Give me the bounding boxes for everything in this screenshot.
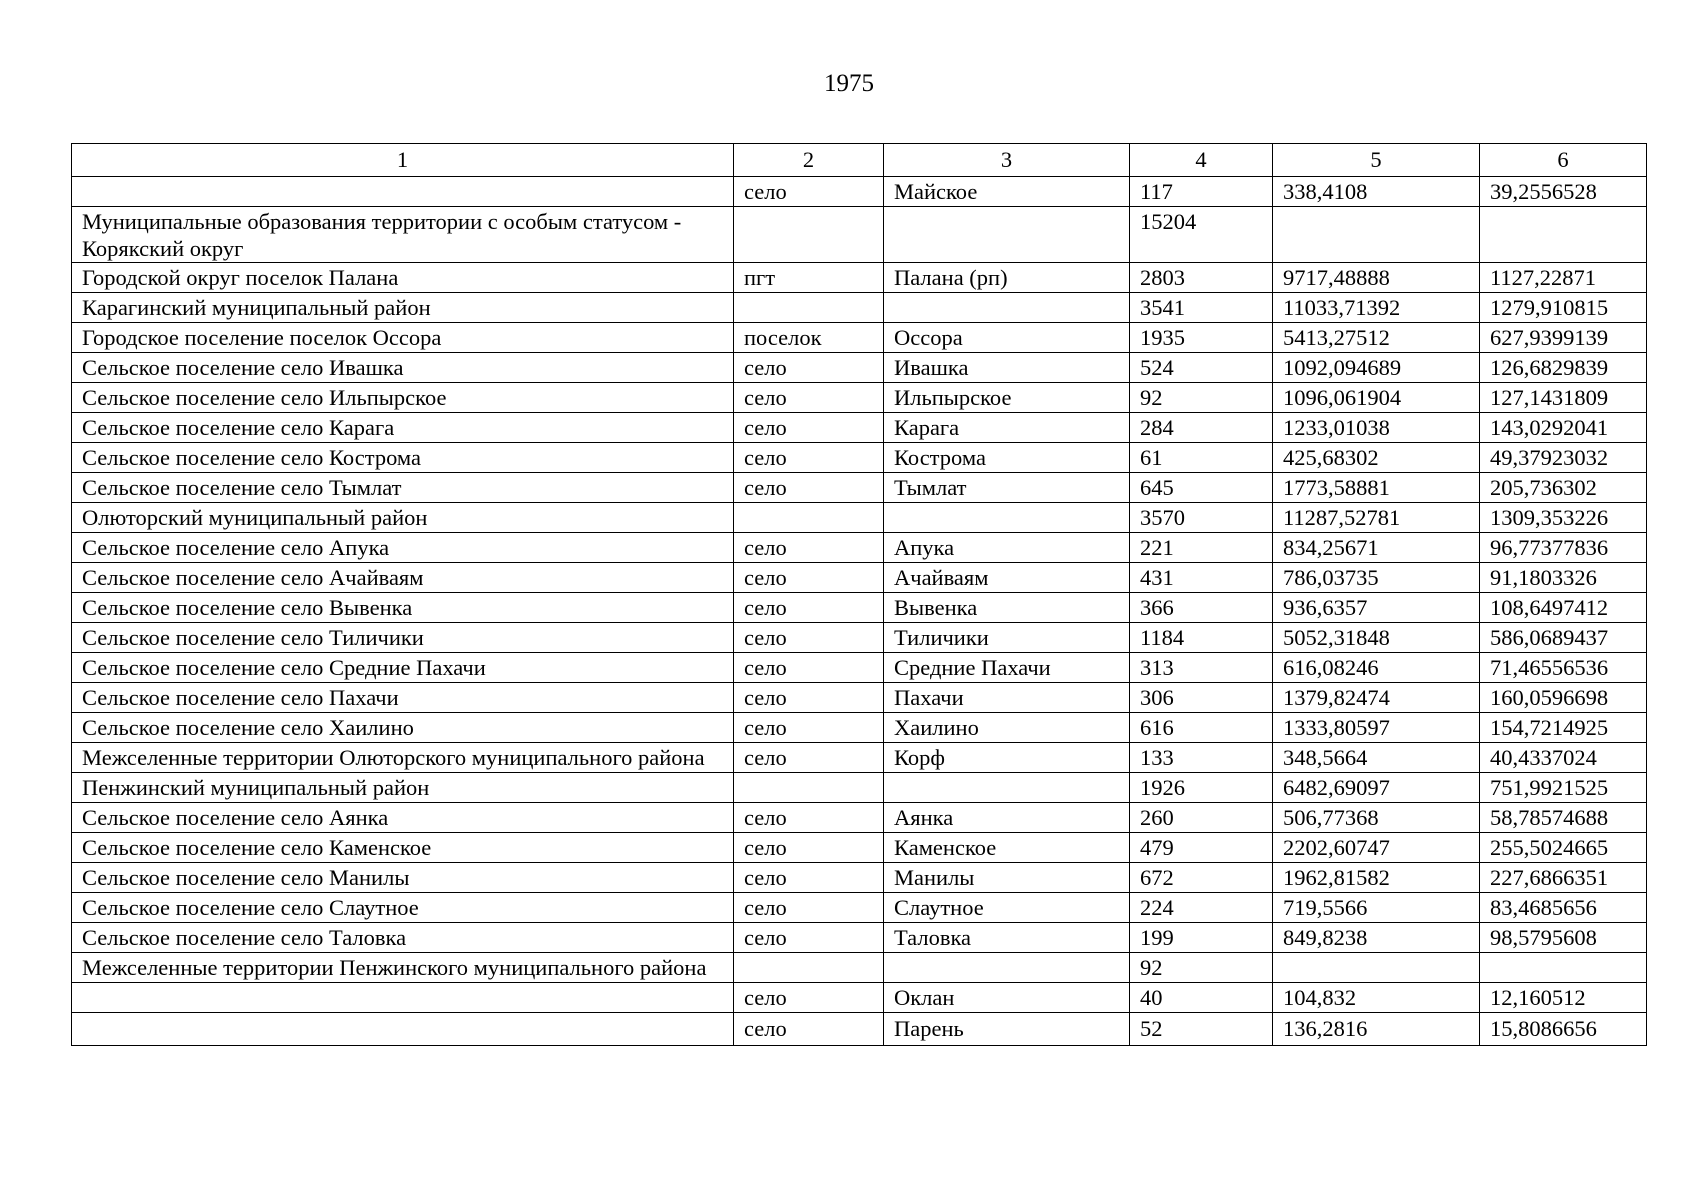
value-col5-cell: 1962,81582 <box>1273 863 1480 893</box>
settlement-name-cell: Майское <box>884 177 1130 207</box>
territory-name-cell <box>72 177 734 207</box>
table-row <box>72 773 1647 803</box>
settlement-name-cell: Манилы <box>884 863 1130 893</box>
settlement-type-cell <box>734 293 884 323</box>
territory-name-cell: Сельское поселение село Хаилино <box>72 713 734 743</box>
column-header: 3 <box>884 144 1130 177</box>
value-col6-cell: 98,5795608 <box>1480 923 1647 953</box>
value-col6-cell: 49,37923032 <box>1480 443 1647 473</box>
value-col6-cell: 40,4337024 <box>1480 743 1647 773</box>
settlement-type-cell: село <box>734 623 884 653</box>
territory-name-cell: Городское поселение поселок Оссора <box>72 323 734 353</box>
value-col4-cell: 1935 <box>1130 323 1273 353</box>
value-col5-cell: 834,25671 <box>1273 533 1480 563</box>
territory-name-cell: Сельское поселение село Слаутное <box>72 893 734 923</box>
table-row <box>72 293 1647 323</box>
territory-name-cell <box>72 1013 734 1046</box>
territory-name-cell: Сельское поселение село Манилы <box>72 863 734 893</box>
settlement-type-cell <box>734 953 884 983</box>
value-col5-cell: 5413,27512 <box>1273 323 1480 353</box>
table-row <box>72 623 1647 653</box>
value-col6-cell: 586,0689437 <box>1480 623 1647 653</box>
settlement-type-cell: село <box>734 593 884 623</box>
table-row <box>72 443 1647 473</box>
settlement-type-cell: село <box>734 563 884 593</box>
settlement-type-cell: село <box>734 533 884 563</box>
value-col6-cell: 91,1803326 <box>1480 563 1647 593</box>
column-header: 6 <box>1480 144 1647 177</box>
territory-name-cell: Олюторский муниципальный район <box>72 503 734 533</box>
territory-name-cell: Сельское поселение село Кострома <box>72 443 734 473</box>
value-col6-cell: 205,736302 <box>1480 473 1647 503</box>
table-row <box>72 533 1647 563</box>
settlement-type-cell: село <box>734 177 884 207</box>
value-col4-cell: 616 <box>1130 713 1273 743</box>
settlement-name-cell <box>884 953 1130 983</box>
table-row <box>72 713 1647 743</box>
value-col6-cell: 39,2556528 <box>1480 177 1647 207</box>
value-col4-cell: 224 <box>1130 893 1273 923</box>
territory-name-cell: Сельское поселение село Тиличики <box>72 623 734 653</box>
settlement-name-cell: Корф <box>884 743 1130 773</box>
settlement-type-cell <box>734 773 884 803</box>
value-col4-cell: 3570 <box>1130 503 1273 533</box>
settlement-name-cell: Палана (рп) <box>884 263 1130 293</box>
settlement-name-cell: Оклан <box>884 983 1130 1013</box>
settlement-type-cell: село <box>734 443 884 473</box>
value-col5-cell <box>1273 953 1480 983</box>
settlement-name-cell: Каменское <box>884 833 1130 863</box>
settlement-type-cell: село <box>734 473 884 503</box>
value-col5-cell: 1773,58881 <box>1273 473 1480 503</box>
territory-name-cell: Сельское поселение село Каменское <box>72 833 734 863</box>
table-row <box>72 863 1647 893</box>
table-header-row <box>72 144 1647 177</box>
value-col4-cell: 284 <box>1130 413 1273 443</box>
value-col4-cell: 366 <box>1130 593 1273 623</box>
settlement-type-cell: село <box>734 713 884 743</box>
table-row <box>72 353 1647 383</box>
settlement-name-cell: Парень <box>884 1013 1130 1046</box>
settlement-name-cell: Средние Пахачи <box>884 653 1130 683</box>
table-row <box>72 503 1647 533</box>
settlement-type-cell: село <box>734 803 884 833</box>
settlement-type-cell: село <box>734 413 884 443</box>
value-col4-cell: 431 <box>1130 563 1273 593</box>
value-col5-cell: 136,2816 <box>1273 1013 1480 1046</box>
table-row <box>72 263 1647 293</box>
territory-name-cell: Сельское поселение село Карага <box>72 413 734 443</box>
territory-name-cell: Сельское поселение село Ачайваям <box>72 563 734 593</box>
column-header: 2 <box>734 144 884 177</box>
settlement-name-cell: Таловка <box>884 923 1130 953</box>
value-col4-cell: 61 <box>1130 443 1273 473</box>
value-col4-cell: 92 <box>1130 953 1273 983</box>
table-body <box>72 177 1647 1046</box>
value-col4-cell: 40 <box>1130 983 1273 1013</box>
territory-name-cell: Межселенные территории Пенжинского муниципального района <box>72 953 734 983</box>
table-row <box>72 923 1647 953</box>
table-row <box>72 653 1647 683</box>
territory-name-cell: Городской округ поселок Палана <box>72 263 734 293</box>
value-col6-cell: 83,4685656 <box>1480 893 1647 923</box>
value-col4-cell: 260 <box>1130 803 1273 833</box>
value-col6-cell <box>1480 207 1647 263</box>
settlement-name-cell <box>884 293 1130 323</box>
column-header: 5 <box>1273 144 1480 177</box>
value-col5-cell: 719,5566 <box>1273 893 1480 923</box>
value-col6-cell: 1127,22871 <box>1480 263 1647 293</box>
table-row <box>72 953 1647 983</box>
settlement-name-cell <box>884 503 1130 533</box>
territory-name-cell: Сельское поселение село Тымлат <box>72 473 734 503</box>
value-col5-cell: 1233,01038 <box>1273 413 1480 443</box>
territory-name-cell: Сельское поселение село Средние Пахачи <box>72 653 734 683</box>
value-col6-cell: 1279,910815 <box>1480 293 1647 323</box>
table-row <box>72 983 1647 1013</box>
value-col5-cell: 11033,71392 <box>1273 293 1480 323</box>
value-col5-cell: 5052,31848 <box>1273 623 1480 653</box>
settlement-name-cell: Апука <box>884 533 1130 563</box>
territory-name-cell: Сельское поселение село Ильпырское <box>72 383 734 413</box>
value-col5-cell: 11287,52781 <box>1273 503 1480 533</box>
settlement-name-cell: Вывенка <box>884 593 1130 623</box>
value-col6-cell: 227,6866351 <box>1480 863 1647 893</box>
value-col5-cell: 9717,48888 <box>1273 263 1480 293</box>
value-col5-cell: 6482,69097 <box>1273 773 1480 803</box>
value-col4-cell: 92 <box>1130 383 1273 413</box>
territory-name-cell: Пенжинский муниципальный район <box>72 773 734 803</box>
settlement-type-cell: село <box>734 683 884 713</box>
value-col6-cell: 1309,353226 <box>1480 503 1647 533</box>
table-row <box>72 207 1647 263</box>
value-col4-cell: 672 <box>1130 863 1273 893</box>
territory-name-cell: Сельское поселение село Аянка <box>72 803 734 833</box>
column-header: 4 <box>1130 144 1273 177</box>
value-col6-cell: 154,7214925 <box>1480 713 1647 743</box>
settlement-name-cell: Слаутное <box>884 893 1130 923</box>
settlement-name-cell: Карага <box>884 413 1130 443</box>
value-col4-cell: 313 <box>1130 653 1273 683</box>
value-col6-cell: 126,6829839 <box>1480 353 1647 383</box>
table-row <box>72 383 1647 413</box>
settlement-name-cell: Оссора <box>884 323 1130 353</box>
value-col5-cell: 786,03735 <box>1273 563 1480 593</box>
value-col5-cell: 338,4108 <box>1273 177 1480 207</box>
settlement-type-cell: село <box>734 923 884 953</box>
value-col6-cell: 627,9399139 <box>1480 323 1647 353</box>
value-col6-cell: 160,0596698 <box>1480 683 1647 713</box>
value-col4-cell: 306 <box>1130 683 1273 713</box>
settlement-type-cell: пгт <box>734 263 884 293</box>
settlement-type-cell: село <box>734 833 884 863</box>
table-row <box>72 177 1647 207</box>
value-col4-cell: 3541 <box>1130 293 1273 323</box>
value-col6-cell: 143,0292041 <box>1480 413 1647 443</box>
value-col5-cell: 849,8238 <box>1273 923 1480 953</box>
table-row <box>72 803 1647 833</box>
table-row <box>72 593 1647 623</box>
settlement-type-cell: село <box>734 653 884 683</box>
value-col5-cell: 1096,061904 <box>1273 383 1480 413</box>
table-row <box>72 323 1647 353</box>
value-col6-cell: 71,46556536 <box>1480 653 1647 683</box>
settlement-type-cell: село <box>734 893 884 923</box>
table-row <box>72 563 1647 593</box>
value-col4-cell: 52 <box>1130 1013 1273 1046</box>
settlement-name-cell: Хаилино <box>884 713 1130 743</box>
table-row <box>72 743 1647 773</box>
settlement-name-cell: Ивашка <box>884 353 1130 383</box>
settlement-type-cell <box>734 207 884 263</box>
territory-name-cell: Сельское поселение село Ивашка <box>72 353 734 383</box>
settlement-name-cell: Тиличики <box>884 623 1130 653</box>
territory-name-cell: Муниципальные образования территории с особым статусом - Корякский округ <box>72 207 734 263</box>
value-col6-cell: 58,78574688 <box>1480 803 1647 833</box>
territory-name-cell: Сельское поселение село Апука <box>72 533 734 563</box>
table-row <box>72 683 1647 713</box>
territory-name-cell <box>72 983 734 1013</box>
value-col6-cell: 127,1431809 <box>1480 383 1647 413</box>
table-row <box>72 893 1647 923</box>
table-row <box>72 413 1647 443</box>
territory-name-cell: Сельское поселение село Таловка <box>72 923 734 953</box>
value-col5-cell: 425,68302 <box>1273 443 1480 473</box>
value-col4-cell: 117 <box>1130 177 1273 207</box>
settlement-name-cell: Пахачи <box>884 683 1130 713</box>
value-col4-cell: 1926 <box>1130 773 1273 803</box>
settlement-type-cell: село <box>734 983 884 1013</box>
settlement-type-cell: поселок <box>734 323 884 353</box>
settlement-name-cell: Ильпырское <box>884 383 1130 413</box>
value-col6-cell <box>1480 953 1647 983</box>
value-col5-cell: 104,832 <box>1273 983 1480 1013</box>
settlement-type-cell: село <box>734 743 884 773</box>
territory-name-cell: Сельское поселение село Вывенка <box>72 593 734 623</box>
value-col4-cell: 2803 <box>1130 263 1273 293</box>
value-col5-cell: 1379,82474 <box>1273 683 1480 713</box>
value-col6-cell: 751,9921525 <box>1480 773 1647 803</box>
settlement-type-cell: село <box>734 1013 884 1046</box>
value-col5-cell: 1092,094689 <box>1273 353 1480 383</box>
settlement-name-cell <box>884 207 1130 263</box>
value-col5-cell: 506,77368 <box>1273 803 1480 833</box>
value-col4-cell: 15204 <box>1130 207 1273 263</box>
value-col4-cell: 133 <box>1130 743 1273 773</box>
territory-name-cell: Межселенные территории Олюторского муниципального района <box>72 743 734 773</box>
value-col4-cell: 221 <box>1130 533 1273 563</box>
value-col5-cell: 936,6357 <box>1273 593 1480 623</box>
value-col6-cell: 108,6497412 <box>1480 593 1647 623</box>
value-col4-cell: 479 <box>1130 833 1273 863</box>
page-number: 1975 <box>824 70 874 97</box>
table-row <box>72 833 1647 863</box>
settlement-name-cell: Тымлат <box>884 473 1130 503</box>
value-col6-cell: 255,5024665 <box>1480 833 1647 863</box>
settlement-type-cell: село <box>734 863 884 893</box>
settlement-name-cell: Кострома <box>884 443 1130 473</box>
settlement-type-cell: село <box>734 353 884 383</box>
value-col5-cell: 1333,80597 <box>1273 713 1480 743</box>
value-col5-cell: 2202,60747 <box>1273 833 1480 863</box>
territory-name-cell: Карагинский муниципальный район <box>72 293 734 323</box>
value-col4-cell: 645 <box>1130 473 1273 503</box>
value-col5-cell: 348,5664 <box>1273 743 1480 773</box>
value-col4-cell: 199 <box>1130 923 1273 953</box>
table-row <box>72 1013 1647 1046</box>
settlement-type-cell <box>734 503 884 533</box>
table-row <box>72 473 1647 503</box>
settlement-name-cell: Ачайваям <box>884 563 1130 593</box>
value-col4-cell: 1184 <box>1130 623 1273 653</box>
value-col4-cell: 524 <box>1130 353 1273 383</box>
settlement-name-cell <box>884 773 1130 803</box>
column-header: 1 <box>72 144 734 177</box>
territory-name-cell: Сельское поселение село Пахачи <box>72 683 734 713</box>
settlement-name-cell: Аянка <box>884 803 1130 833</box>
settlement-type-cell: село <box>734 383 884 413</box>
value-col6-cell: 12,160512 <box>1480 983 1647 1013</box>
value-col5-cell: 616,08246 <box>1273 653 1480 683</box>
value-col6-cell: 15,8086656 <box>1480 1013 1647 1046</box>
value-col6-cell: 96,77377836 <box>1480 533 1647 563</box>
value-col5-cell <box>1273 207 1480 263</box>
settlements-table <box>71 143 1647 1046</box>
